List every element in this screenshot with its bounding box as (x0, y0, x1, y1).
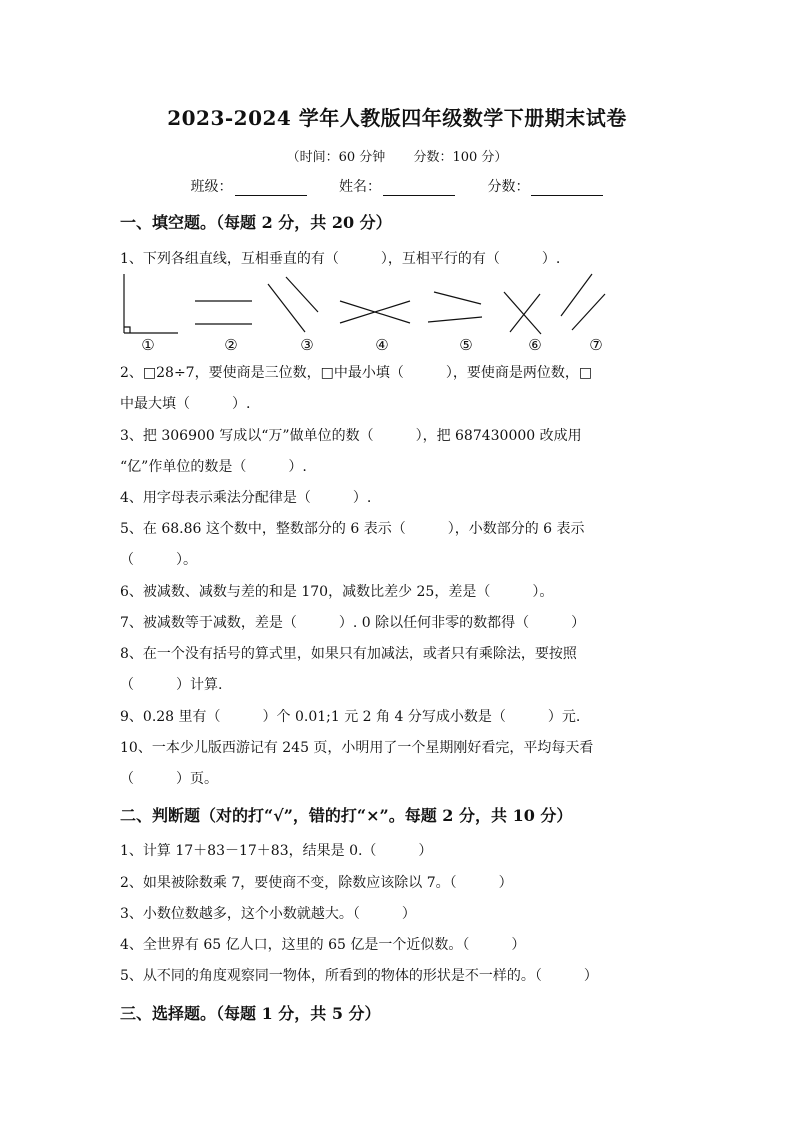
figure-7-parallel-lines (561, 274, 605, 330)
judge-question-4: 4、全世界有 65 亿人口，这里的 65 亿是一个近似数。（ ） (120, 937, 526, 953)
time-info: （时间：60 分钟 (286, 150, 386, 165)
fill-question-3-cont: “亿”作单位的数是（ ）. (120, 459, 307, 475)
fill-question-8-cont: （ ）计算. (120, 677, 223, 693)
page-title: 2023-2024 学年人教版四年级数学下册期末试卷 (167, 106, 627, 130)
score-info: 分数：100 分） (413, 150, 508, 165)
class-label: 班级： (190, 179, 233, 195)
figure-6-crossing-lines (504, 292, 541, 334)
judge-question-2: 2、如果被除数乘 7，要使商不变，除数应该除以 7。（ ） (120, 875, 513, 891)
class-field[interactable] (191, 176, 307, 196)
exam-meta (0, 146, 794, 165)
figure-label-1: ① (141, 336, 155, 354)
fill-question-9: 9、0.28 里有（ ）个 0.01;1 元 2 角 4 分写成小数是（ ）元. (120, 709, 581, 725)
figure-4-crossing-lines (340, 301, 410, 323)
figure-2-parallel-lines (195, 301, 252, 324)
student-info (0, 176, 794, 196)
fill-question-10: 10、一本少儿版西游记有 245 页，小明用了一个星期刚好看完，平均每天看 (120, 740, 594, 756)
figure-3-lines (268, 277, 318, 332)
score-label: 分数： (487, 179, 530, 195)
class-blank[interactable] (235, 181, 307, 196)
fill-question-5: 5、在 68.86 这个数中，整数部分的 6 表示（ ），小数部分的 6 表示 (120, 521, 585, 537)
section-choice-heading: 三、选择题。（每题 1 分，共 5 分） (120, 1004, 381, 1023)
fill-question-7: 7、被减数等于减数，差是（ ）. 0 除以任何非零的数都得（ ） (120, 615, 586, 631)
fill-question-3: 3、把 306900 写成以“万”做单位的数（ ），把 687430000 改成用 (120, 428, 582, 444)
fill-question-5-cont: （ ）。 (120, 552, 197, 568)
figure-label-6: ⑥ (528, 336, 542, 354)
fill-question-2: 2、□28÷7，要使商是三位数，□中最小填（ ），要使商是两位数，□ (120, 365, 593, 381)
fill-question-1: 1、下列各组直线，互相垂直的有（ ），互相平行的有（ ）. (120, 251, 561, 267)
figure-label-5: ⑤ (459, 336, 473, 354)
fill-question-2-cont: 中最大填（ ）. (120, 396, 251, 412)
name-blank[interactable] (383, 181, 455, 196)
figure-label-3: ③ (300, 336, 314, 354)
fill-question-6: 6、被减数、减数与差的和是 170，减数比差少 25，差是（ ）。 (120, 584, 554, 600)
judge-question-1: 1、计算 17＋83－17＋83，结果是 0.（ ） (120, 843, 433, 859)
score-field[interactable] (487, 176, 603, 196)
figure-label-4: ④ (375, 336, 389, 354)
fill-question-8: 8、在一个没有括号的算式里，如果只有加减法，或者只有乘除法，要按照 (120, 646, 577, 662)
score-blank[interactable] (531, 181, 603, 196)
name-field[interactable] (339, 176, 455, 196)
judge-question-3: 3、小数位数越多，这个小数就越大。（ ） (120, 906, 416, 922)
fill-question-4: 4、用字母表示乘法分配律是（ ）. (120, 490, 372, 506)
figure-label-7: ⑦ (589, 336, 603, 354)
section-fill-heading: 一、填空题。（每题 2 分，共 20 分） (120, 213, 392, 232)
figure-1-perpendicular-lines (124, 274, 178, 333)
figure-label-2: ② (224, 336, 238, 354)
fill-question-10-cont: （ ）页。 (120, 771, 218, 787)
figure-5-lines (428, 292, 482, 322)
judge-question-5: 5、从不同的角度观察同一物体，所看到的物体的形状是不一样的。（ ） (120, 968, 598, 984)
name-label: 姓名： (339, 179, 381, 195)
section-judge-heading: 二、判断题（对的打“√”，错的打“×”。每题 2 分，共 10 分） (120, 806, 573, 825)
line-pairs-figure (118, 272, 618, 354)
